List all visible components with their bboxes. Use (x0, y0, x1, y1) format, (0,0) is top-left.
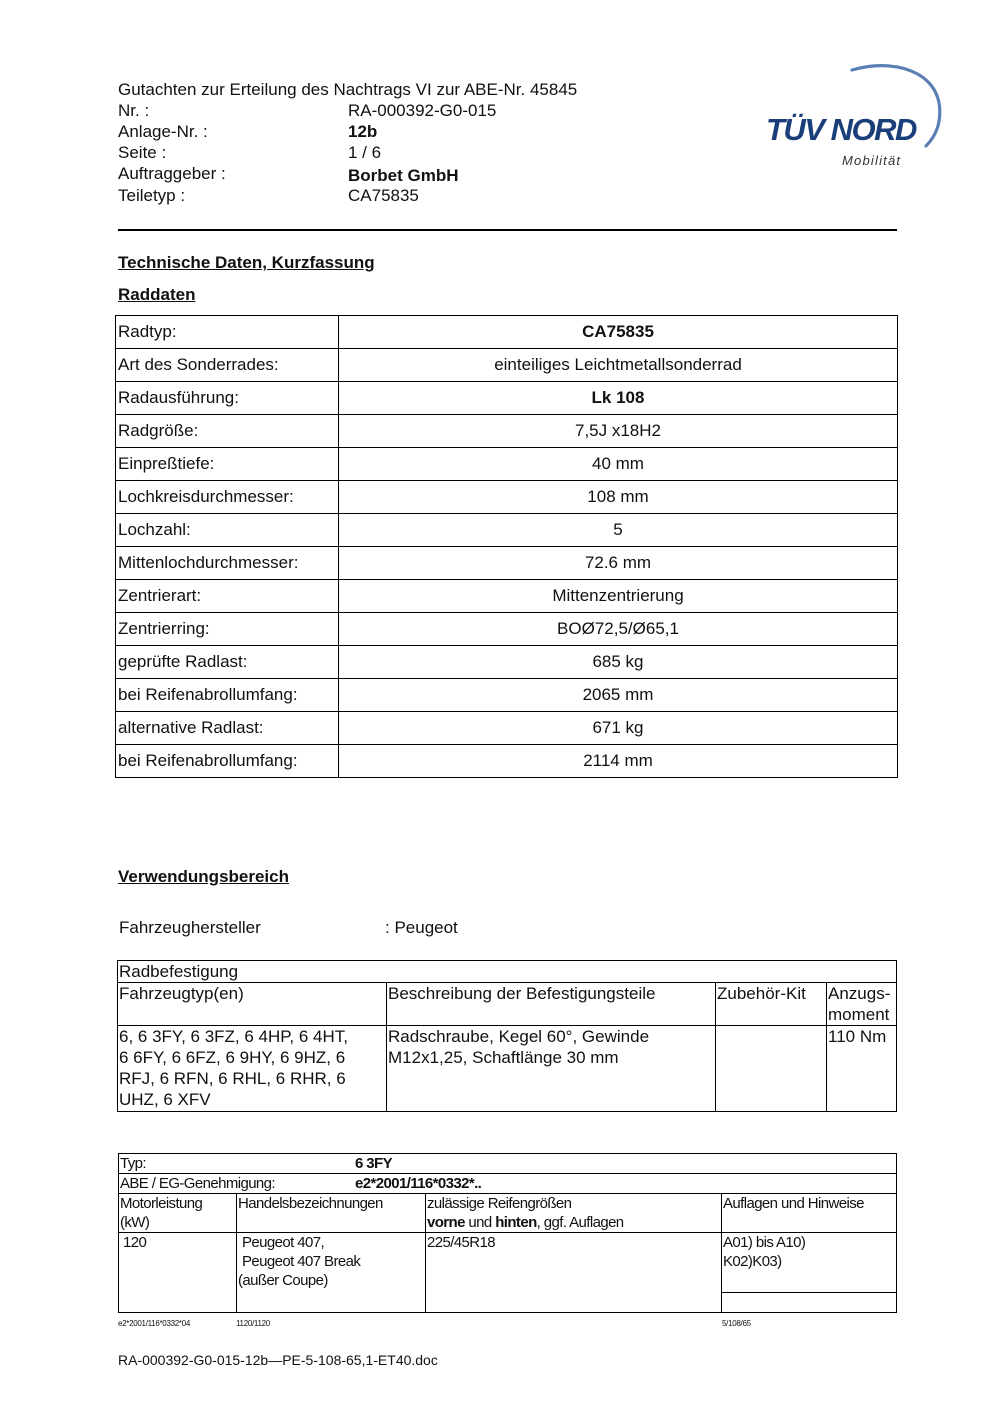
table-row (116, 415, 898, 448)
cell-line: 6 6FY, 6 6FZ, 6 9HY, 6 9HZ, 6 (119, 1048, 346, 1067)
row-value: 2114 mm (339, 745, 898, 778)
row-label: Lochzahl: (116, 514, 339, 547)
row-value: 5 (339, 514, 898, 547)
table-row (116, 382, 898, 415)
hinten-text: hinten (495, 1214, 537, 1231)
document-title: Gutachten zur Erteilung des Nachtrags VI zur ABE-Nr. 45845 (118, 80, 578, 99)
moment-cell: 110 Nm (827, 1026, 897, 1112)
row-value: 40 mm (339, 448, 898, 481)
table-row (116, 514, 898, 547)
column-header-anzugsmoment (827, 983, 897, 1026)
kw-cell: 120 (119, 1233, 237, 1313)
row-label: Lochkreisdurchmesser: (116, 481, 339, 514)
header-divider (118, 229, 897, 231)
row-value: Lk 108 (339, 382, 898, 415)
abe-value: e2*2001/116*0332*.. (355, 1175, 482, 1192)
header-value: 12b (348, 122, 378, 141)
logo-sub-text: Mobilität (842, 153, 902, 168)
section-title-verwendung: Verwendungsbereich (118, 867, 289, 886)
table-row (118, 1026, 897, 1112)
header-value: Borbet GmbH (348, 166, 459, 185)
cell-line: Peugeot 407, (242, 1234, 325, 1251)
raddaten-table (115, 315, 898, 778)
header-value: RA-000392-G0-015 (348, 101, 497, 120)
column-header-reifen (426, 1194, 722, 1233)
table-row (116, 481, 898, 514)
table-row (116, 613, 898, 646)
reifen-cell: 225/45R18 (426, 1233, 722, 1313)
column-header: Auflagen und Hinweise (722, 1194, 897, 1233)
header-label: Anlage-Nr. : (118, 122, 208, 141)
row-label: Zentrierart: (116, 580, 339, 613)
table-row (119, 1154, 897, 1174)
logo-brand-text: TÜV NORD (766, 112, 916, 147)
table-header-row (118, 983, 897, 1026)
auflagen-cell (722, 1233, 897, 1293)
empty-cell (722, 1293, 897, 1313)
row-value: BOØ72,5/Ø65,1 (339, 613, 898, 646)
row-label: Radtyp: (116, 316, 339, 349)
beschreibung-cell (387, 1026, 716, 1112)
small-ref-b: 1120/1120 (236, 1319, 270, 1328)
vorne-text: vorne (427, 1214, 465, 1231)
row-label: Einpreßtiefe: (116, 448, 339, 481)
radbefestigung-table (117, 960, 897, 1112)
table-title: Radbefestigung (118, 961, 897, 983)
cell-line: (außer Coupe) (238, 1272, 328, 1289)
hersteller-label: Fahrzeughersteller (119, 918, 261, 937)
typ-value: 6 3FY (355, 1155, 393, 1172)
column-header: Handelsbezeichnungen (237, 1194, 426, 1233)
cell-line: UHZ, 6 XFV (119, 1090, 211, 1109)
fahrzeugtypen-cell (118, 1026, 387, 1112)
hersteller-value: : Peugeot (385, 918, 458, 937)
cell-line: K02)K03) (723, 1253, 782, 1270)
header-label: Auftraggeber : (118, 164, 226, 183)
column-header: Fahrzeugtyp(en) (118, 983, 387, 1026)
row-value: CA75835 (339, 316, 898, 349)
column-header: Beschreibung der Befestigungsteile (387, 983, 716, 1026)
header-line: Motorleistung (120, 1195, 203, 1212)
header-value: 1 / 6 (348, 143, 382, 162)
table-row (116, 580, 898, 613)
zubehoer-cell (716, 1026, 827, 1112)
header-line: Anzugs- (828, 984, 891, 1003)
row-value: 685 kg (339, 646, 898, 679)
und-text: und (464, 1214, 496, 1231)
table-row (116, 448, 898, 481)
tuev-nord-logo (760, 58, 950, 178)
handel-cell (237, 1233, 426, 1313)
row-value: 108 mm (339, 481, 898, 514)
abe-label: ABE / EG-Genehmigung: (120, 1175, 275, 1192)
row-value: 7,5J x18H2 (339, 415, 898, 448)
row-label: bei Reifenabrollumfang: (116, 745, 339, 778)
row-label: Zentrierring: (116, 613, 339, 646)
section-title-tech: Technische Daten, Kurzfassung (118, 253, 375, 272)
table-row (116, 745, 898, 778)
table-row (116, 679, 898, 712)
column-header-motor (119, 1194, 237, 1233)
abe-row (119, 1174, 897, 1194)
header-label: Nr. : (118, 101, 150, 120)
row-value: einteiliges Leichtmetallsonderrad (339, 349, 898, 382)
row-value: 2065 mm (339, 679, 898, 712)
small-ref-a: e2*2001/116*0332*04 (118, 1319, 191, 1328)
typ-row (119, 1154, 897, 1174)
cell-line: Radschraube, Kegel 60°, Gewinde (388, 1027, 650, 1046)
cell-line: RFJ, 6 RFN, 6 RHL, 6 RHR, 6 (119, 1069, 346, 1088)
header-label: Seite : (118, 143, 167, 162)
table-row (118, 961, 897, 983)
header-line: (kW) (120, 1214, 150, 1231)
table-row (116, 316, 898, 349)
table-row (116, 712, 898, 745)
column-header: Zubehör-Kit (716, 983, 827, 1026)
small-ref-c: 5/108/65 (722, 1319, 751, 1328)
cell-line: Peugeot 407 Break (242, 1253, 361, 1270)
row-label: geprüfte Radlast: (116, 646, 339, 679)
table-header-row (119, 1194, 897, 1233)
table-row (119, 1233, 897, 1293)
footer-filename: RA-000392-G0-015-12b—PE-5-108-65,1-ET40.doc (118, 1352, 438, 1368)
row-value: Mittenzentrierung (339, 580, 898, 613)
table-row (116, 349, 898, 382)
row-label: bei Reifenabrollumfang: (116, 679, 339, 712)
row-value: 671 kg (339, 712, 898, 745)
table-row (116, 547, 898, 580)
table-row (119, 1174, 897, 1194)
header-value: CA75835 (348, 186, 419, 205)
table-row (116, 646, 898, 679)
typ-table (118, 1153, 897, 1313)
header-label: Teiletyp : (118, 186, 186, 205)
row-label: alternative Radlast: (116, 712, 339, 745)
row-label: Art des Sonderrades: (116, 349, 339, 382)
row-value: 72.6 mm (339, 547, 898, 580)
row-label: Mittenlochdurchmesser: (116, 547, 339, 580)
row-label: Radausführung: (116, 382, 339, 415)
header-line: zulässige Reifengrößen (427, 1195, 572, 1212)
cell-line: A01) bis A10) (723, 1234, 806, 1251)
cell-line: 6, 6 3FY, 6 3FZ, 6 4HP, 6 4HT, (119, 1027, 348, 1046)
typ-label: Typ: (120, 1155, 146, 1172)
row-label: Radgröße: (116, 415, 339, 448)
auflagen-hint-text: , ggf. Auflagen (536, 1214, 624, 1231)
header-line (427, 1213, 720, 1232)
cell-line: M12x1,25, Schaftlänge 30 mm (388, 1048, 619, 1067)
header-line: moment (828, 1005, 890, 1024)
section-title-raddaten: Raddaten (118, 285, 196, 304)
